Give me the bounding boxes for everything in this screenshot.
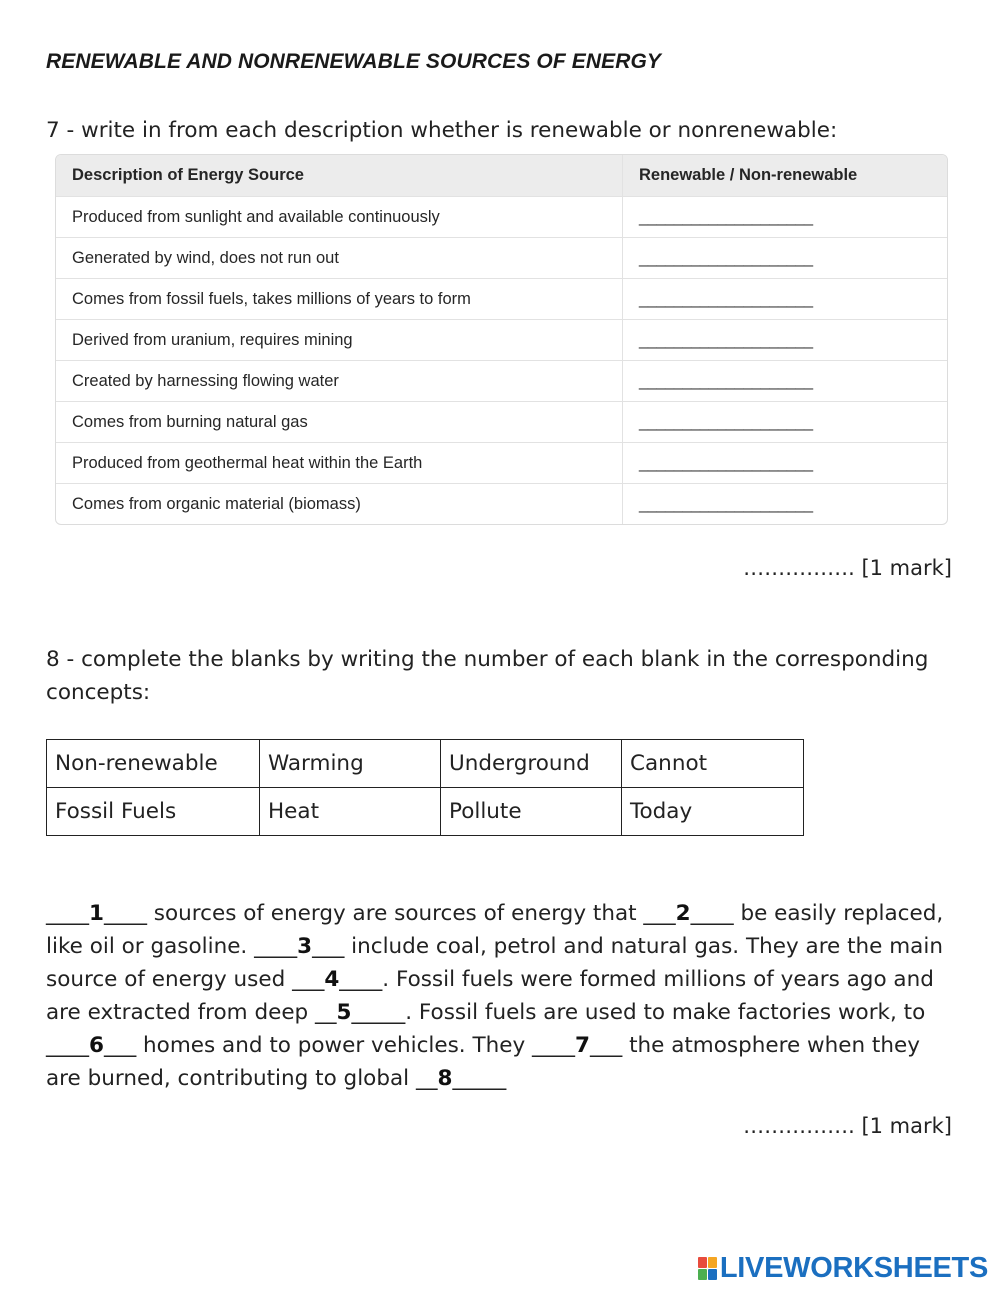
- answer-blank[interactable]: ____________________: [639, 412, 813, 431]
- answer-cell[interactable]: [623, 238, 947, 278]
- header-description: Description of Energy Source: [56, 155, 623, 196]
- paragraph-text: _____. Fossil fuels are used to make factories work, to ____: [46, 1000, 926, 1058]
- paragraph-text: ___ the atmosphere when they are burned, contributing to global __: [46, 1033, 920, 1091]
- paragraph-text: ___ include coal, petrol and natural gas. They are the main source of energy used ___: [46, 934, 943, 992]
- row-description: Comes from burning natural gas: [56, 402, 623, 442]
- table-row: [56, 278, 947, 319]
- table-header-row: [56, 155, 947, 196]
- blank-number-2[interactable]: 2: [675, 901, 691, 926]
- question-7-prompt: 7 - write in from each description whether is renewable or nonrenewable:: [46, 118, 838, 143]
- answer-blank[interactable]: ____________________: [639, 289, 813, 308]
- word-bank-table: [46, 739, 804, 836]
- paragraph-text: ____: [46, 901, 89, 926]
- table-row: [56, 442, 947, 483]
- worksheet-title: RENEWABLE AND NONRENEWABLE SOURCES OF ENERGY: [46, 50, 661, 73]
- table-row: [56, 196, 947, 237]
- answer-blank[interactable]: ____________________: [639, 453, 813, 472]
- word-bank-cell: Today: [622, 788, 804, 836]
- answer-cell[interactable]: [623, 197, 947, 237]
- paragraph-text: ____. Fossil fuels were formed millions of years ago and are extracted from deep __: [46, 967, 934, 1025]
- row-description: Produced from geothermal heat within the Earth: [56, 443, 623, 483]
- table-row: [56, 401, 947, 442]
- answer-cell[interactable]: [623, 402, 947, 442]
- word-bank-cell: Heat: [260, 788, 441, 836]
- liveworksheets-logo[interactable]: [698, 1252, 988, 1285]
- word-bank-row: [47, 788, 804, 836]
- paragraph-text: _____: [452, 1066, 507, 1091]
- table-row: [56, 319, 947, 360]
- row-description: Produced from sunlight and available continuously: [56, 197, 623, 237]
- blank-number-1[interactable]: 1: [89, 901, 104, 926]
- answer-cell[interactable]: [623, 279, 947, 319]
- word-bank-cell: Warming: [260, 740, 441, 788]
- logo-tiles-icon: [698, 1257, 717, 1280]
- word-bank-cell: Fossil Fuels: [47, 788, 260, 836]
- word-bank-cell: Non-renewable: [47, 740, 260, 788]
- blank-number-3[interactable]: 3: [297, 934, 313, 959]
- fill-in-paragraph: [46, 897, 961, 1095]
- blank-number-7[interactable]: 7: [575, 1033, 590, 1058]
- table-row: [56, 360, 947, 401]
- row-description: Derived from uranium, requires mining: [56, 320, 623, 360]
- answer-cell[interactable]: [623, 443, 947, 483]
- row-description: Generated by wind, does not run out: [56, 238, 623, 278]
- row-description: Comes from organic material (biomass): [56, 484, 623, 524]
- row-description: Comes from fossil fuels, takes millions of years to form: [56, 279, 623, 319]
- logo-tile: [698, 1269, 707, 1280]
- answer-cell[interactable]: [623, 361, 947, 401]
- row-description: Created by harnessing flowing water: [56, 361, 623, 401]
- header-renewable: Renewable / Non-renewable: [639, 166, 858, 184]
- blank-number-5[interactable]: 5: [336, 1000, 352, 1025]
- logo-tile: [698, 1257, 707, 1268]
- answer-cell[interactable]: [623, 320, 947, 360]
- question-7-mark: ……………. [1 mark]: [743, 556, 952, 580]
- word-bank-cell: Underground: [441, 740, 622, 788]
- logo-text: LIVEWORKSHEETS: [719, 1252, 988, 1284]
- table-row: [56, 483, 947, 524]
- answer-blank[interactable]: ____________________: [639, 371, 813, 390]
- word-bank-row: [47, 740, 804, 788]
- question-8-mark: ……………. [1 mark]: [743, 1114, 952, 1138]
- paragraph-text: ___ homes and to power vehicles. They ____: [103, 1033, 576, 1058]
- paragraph-text: ____ sources of energy are sources of energy that ___: [103, 901, 676, 926]
- energy-source-table: [55, 154, 948, 525]
- paragraph-text: ____ be easily replaced, like oil or gasoline. ____: [46, 901, 944, 959]
- table-row: [56, 237, 947, 278]
- blank-number-4[interactable]: 4: [324, 967, 340, 992]
- answer-blank[interactable]: ____________________: [639, 330, 813, 349]
- word-bank-cell: Cannot: [622, 740, 804, 788]
- answer-blank[interactable]: ____________________: [639, 248, 813, 267]
- question-8-prompt: 8 - complete the blanks by writing the number of each blank in the corresponding concepts:: [46, 647, 929, 705]
- blank-number-8[interactable]: 8: [437, 1066, 453, 1091]
- word-bank-cell: Pollute: [441, 788, 622, 836]
- answer-blank[interactable]: ____________________: [639, 207, 813, 226]
- answer-cell[interactable]: [623, 484, 947, 524]
- logo-tile: [708, 1269, 717, 1280]
- logo-tile: [708, 1257, 717, 1268]
- blank-number-6[interactable]: 6: [89, 1033, 104, 1058]
- answer-blank[interactable]: ____________________: [639, 494, 813, 513]
